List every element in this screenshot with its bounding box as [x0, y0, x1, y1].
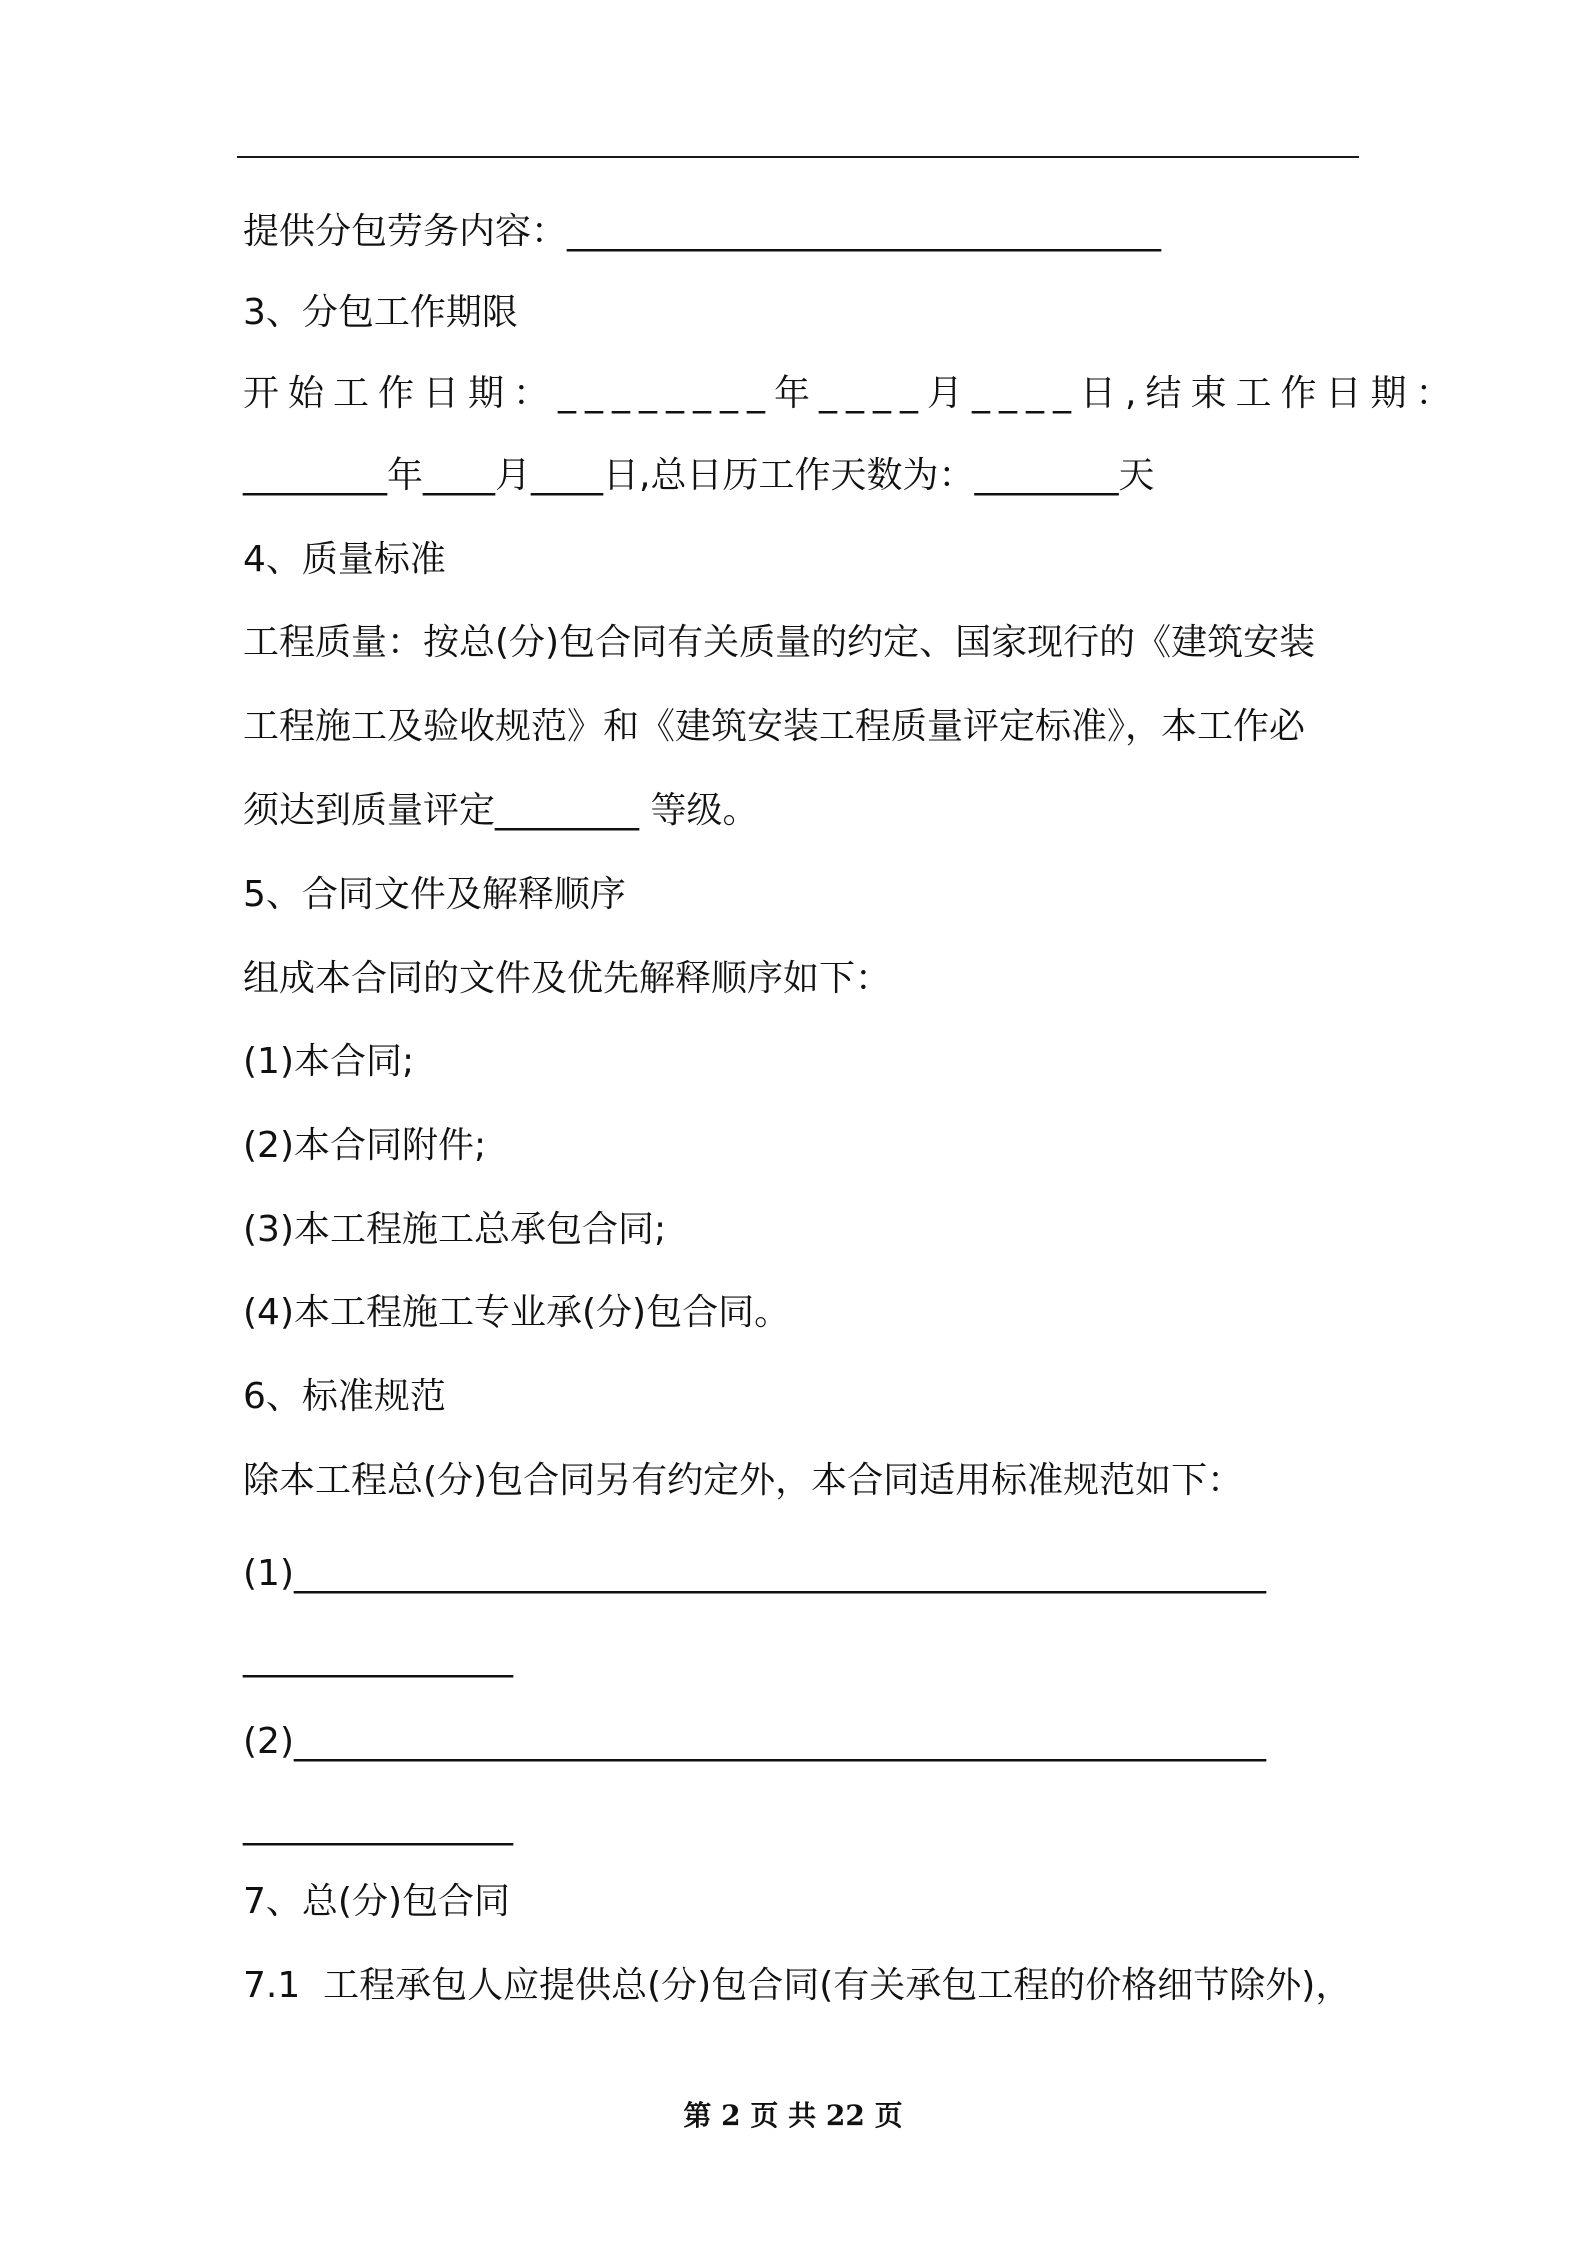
quality-paragraph-line-1: 工程质量：按总(分)包合同有关质量的约定、国家现行的《建筑安装 [243, 622, 1316, 663]
document-order-item-2: (2)本合同附件; [243, 1125, 487, 1166]
service-content-line: 提供分包劳务内容：_________________________________ [243, 211, 1162, 252]
standard-item-2: (2)______________________________________________________ [243, 1721, 1266, 1762]
document-order-item-4: (4)本工程施工专业承(分)包合同。 [243, 1292, 791, 1333]
header-rule [237, 156, 1359, 158]
standard-item-1: (1)______________________________________________________ [243, 1553, 1266, 1594]
standard-item-2-continuation: _______________ [243, 1805, 513, 1846]
end-date-line: ________年____月____日,总日历工作天数为：________天 [243, 455, 1155, 496]
document-order-item-1: (1)本合同; [243, 1041, 415, 1082]
quality-paragraph-line-3: 须达到质量评定________ 等级。 [243, 790, 759, 831]
standards-intro: 除本工程总(分)包合同另有约定外，本合同适用标准规范如下： [243, 1460, 1244, 1501]
document-order-intro: 组成本合同的文件及优先解释顺序如下： [243, 958, 892, 999]
section-6-heading: 6、标准规范 [243, 1376, 446, 1417]
page-indicator: 第 2 页 共 22 页 [683, 2099, 903, 2132]
start-date-line: 开始工作日期：________年____月____日,结束工作日期： [243, 373, 1461, 414]
section-3-heading: 3、分包工作期限 [243, 292, 518, 333]
section-5-heading: 5、合同文件及解释顺序 [243, 874, 626, 915]
quality-paragraph-line-2: 工程施工及验收规范》和《建筑安装工程质量评定标准》，本工作必 [243, 706, 1306, 747]
clause-7-1-line: 7.1 工程承包人应提供总(分)包合同(有关承包工程的价格细节除外)， [243, 1965, 1352, 2006]
section-4-heading: 4、质量标准 [243, 539, 446, 580]
standard-item-1-continuation: _______________ [243, 1637, 513, 1678]
document-order-item-3: (3)本工程施工总承包合同; [243, 1209, 667, 1250]
section-7-heading: 7、总(分)包合同 [243, 1881, 510, 1922]
